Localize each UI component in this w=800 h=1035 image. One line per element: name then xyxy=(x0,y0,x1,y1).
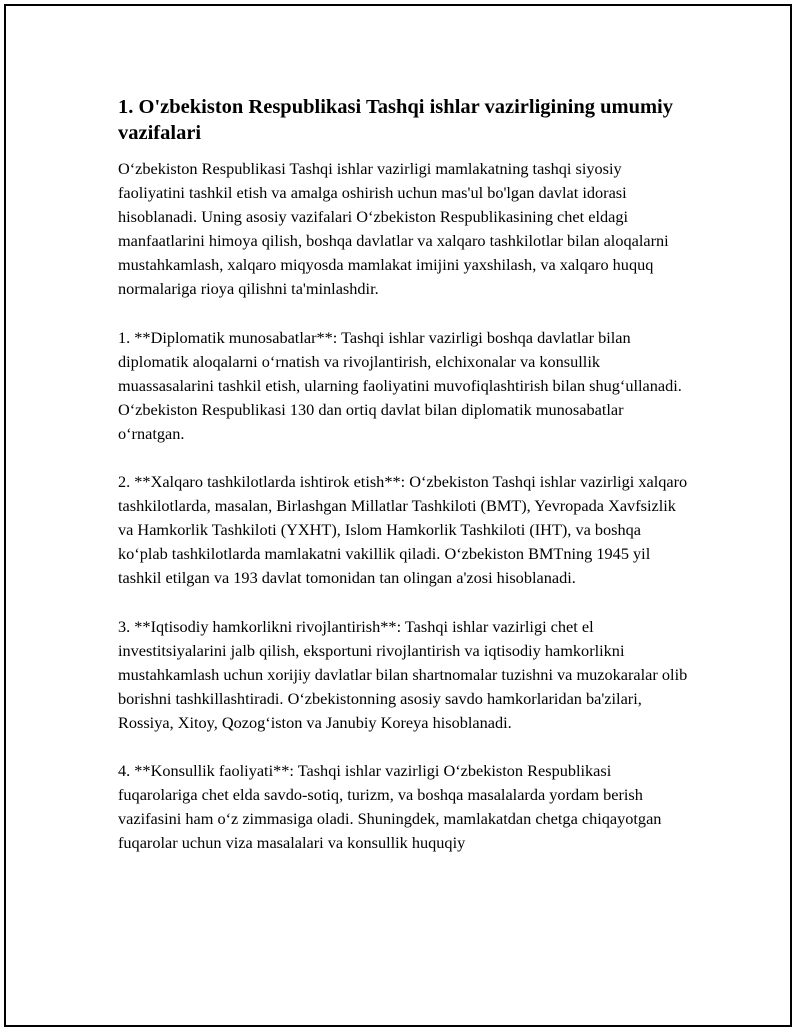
paragraph-international-organizations: 2. **Xalqaro tashkilotlarda ishtirok etish**: O‘zbekiston Tashqi ishlar vazirligi xalqaro tashkilotlarda, masalan, Birlashgan Millatlar Tashkiloti (BMT), Yevropada Xavfsizlik va Hamkorlik Tashkiloti (YXHT), Islom Hamkorlik Tashkiloti (IHT), va boshqa ko‘plab tashkilotlarda mamlakatni vakillik qiladi. O‘zbekiston BMTning 1945 yil tashkil etilgan va 193 davlat tomonidan tan olingan a'zosi hisoblanadi. xyxy=(118,472,688,588)
paragraph-diplomatic-relations: 1. **Diplomatik munosabatlar**: Tashqi ishlar vazirligi boshqa davlatlar bilan diplomatik aloqalarni o‘rnatish va rivojlantirish, elchixonalar va konsullik muassasalarini tashkil etish, ularning faoliyatini muvofiqlashtirish bilan shug‘ullanadi. O‘zbekiston Respublikasi 130 dan ortiq davlat bilan diplomatik munosabatlar o‘rnatgan. xyxy=(118,327,682,443)
intro-paragraph: O‘zbekiston Respublikasi Tashqi ishlar vazirligi mamlakatning tashqi siyosiy faoliyatini tashkil etish va amalga oshirish uchun mas'ul bo'lgan davlat idorasi hisoblanadi. Uning asosiy vazifalari O‘zbekiston Respublikasining chet eldagi manfaatlarini himoya qilish, boshqa davlatlar va xalqaro tashkilotlar bilan aloqalarni mustahkamlash, xalqaro miqyosda mamlakat imijini yaxshilash, va xalqaro huquq normalariga rioya qilishni ta'minlashdir. xyxy=(118,159,669,299)
document-body xyxy=(118,94,688,855)
paragraph-economic-cooperation: 3. **Iqtisodiy hamkorlikni rivojlantirish**: Tashqi ishlar vazirligi chet el investitsiyalarini jalb qilish, eksportuni rivojlantirish va iqtisodiy hamkorlikni mustahkamlash uchun xorijiy davlatlar bilan shartnomalar tuzishni va muzokaralar olib borishni tashkillashtiradi. O‘zbekistonning asosiy savdo hamkorlaridan ba'zilari, Rossiya, Xitoy, Qozog‘iston va Janubiy Koreya hisoblanadi. xyxy=(118,616,688,732)
paragraph-consular-activity: 4. **Konsullik faoliyati**: Tashqi ishlar vazirligi O‘zbekiston Respublikasi fuqarolariga chet elda savdo-sotiq, turizm, va boshqa masalalarda yordam berish vazifasini ham o‘z zimmasiga oladi. Shuningdek, mamlakatdan chetga chiqayotgan fuqarolar uchun viza masalalari va konsullik huquqiy xyxy=(118,760,662,853)
section-title: 1. O'zbekiston Respublikasi Tashqi ishlar vazirligining umumiy vazifalari xyxy=(118,96,673,144)
